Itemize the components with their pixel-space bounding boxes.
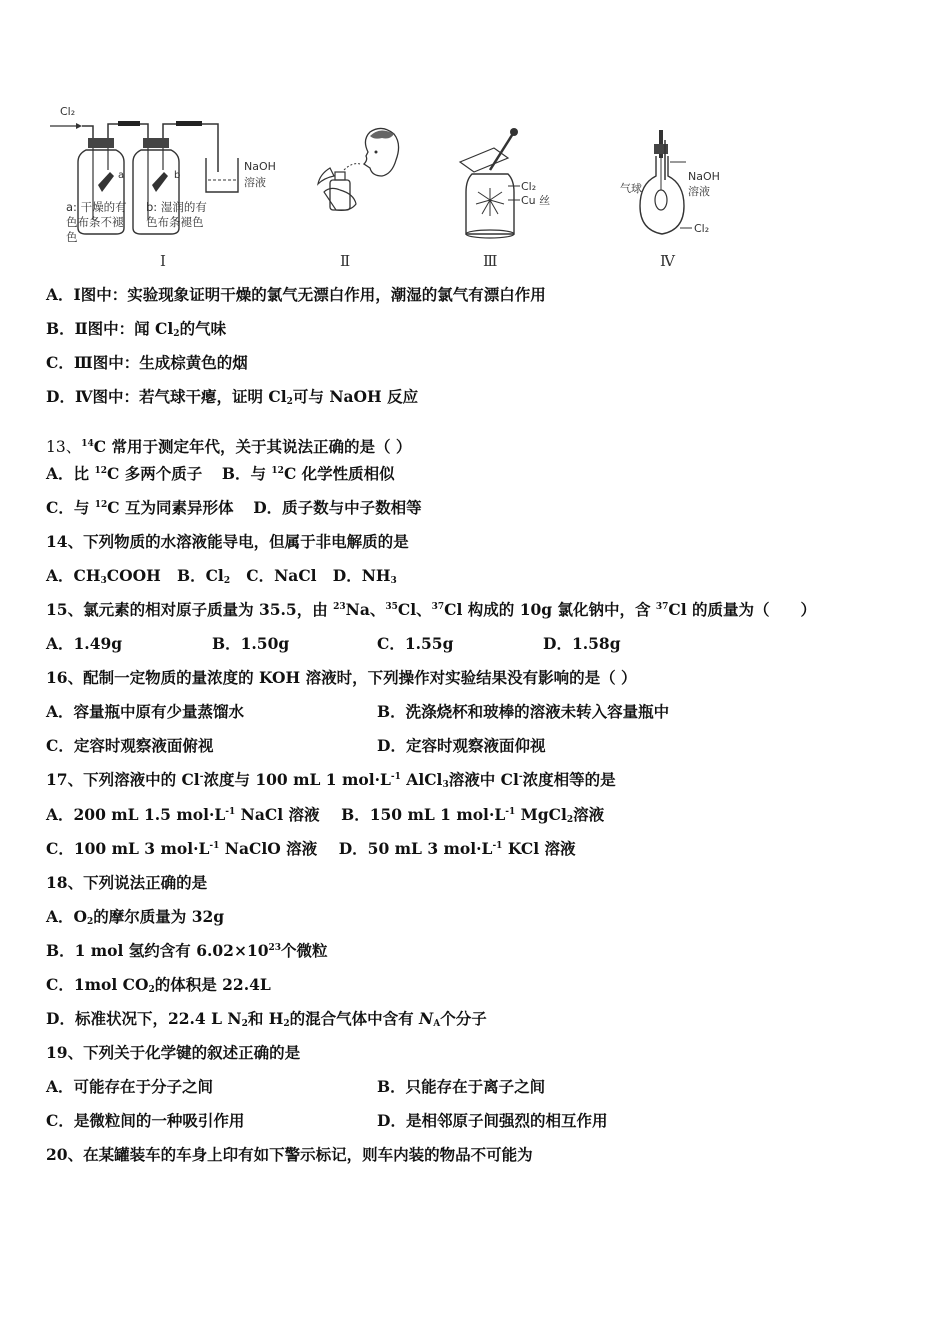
q15-option-b: B．1.50g bbox=[212, 634, 290, 653]
figure-label-3: Ⅲ bbox=[483, 252, 498, 270]
q12-option-d: D．Ⅳ图中：若气球干瘪，证明 $Cl_2$可与 NaOH 反应 bbox=[46, 387, 419, 407]
q14-options: A．$CH_3COOH$ B．$Cl_2$ C．NaCl D．$NH_3$ bbox=[46, 566, 397, 586]
q16-option-d: D．定容时观察液面仰视 bbox=[377, 736, 546, 755]
q19-option-a: A．可能存在于分子之间 bbox=[46, 1077, 214, 1096]
figure-2-smelling bbox=[310, 100, 410, 234]
fig4-naoh-label: NaOH bbox=[688, 170, 720, 183]
fig4-cl2-label: Cl₂ bbox=[694, 222, 710, 235]
q12-option-c: C．Ⅲ图中：生成棕黄色的烟 bbox=[46, 353, 248, 372]
q20-stem: 20、在某罐装车的车身上印有如下警示标记，则车内装的物品不可能为 bbox=[46, 1145, 533, 1164]
figure-label-1: Ⅰ bbox=[160, 252, 166, 270]
fig1-a-label: a bbox=[118, 170, 125, 181]
fig1-caption-a3: 色 bbox=[66, 230, 78, 244]
q18-stem: 18、下列说法正确的是 bbox=[46, 873, 208, 892]
q18-option-c: C．1mol $CO_2$的体积是 22.4L bbox=[46, 975, 271, 995]
q13-options-ab: A．比 $^{12}$C 多两个质子 B．与 $^{12}$C 化学性质相似 bbox=[46, 464, 395, 483]
q12-option-b: B．Ⅱ图中：闻 $Cl_2$的气味 bbox=[46, 319, 227, 339]
q19-option-c: C．是微粒间的一种吸引作用 bbox=[46, 1111, 245, 1130]
q16-stem: 16、配制一定物质的量浓度的 KOH 溶液时，下列操作对实验结果没有影响的是（ ） bbox=[46, 668, 637, 687]
q15-stem: 15、氯元素的相对原子质量为 35.5，由 $^{23}$Na、$^{35}$Cl、$^{37}$Cl 构成的 10g 氯化钠中，含 $^{37}$Cl 的质量为（ ） bbox=[46, 600, 817, 619]
fig1-naoh-label: NaOH bbox=[244, 160, 276, 173]
fig1-caption-a2: 色布条不褪 bbox=[66, 215, 124, 229]
q19-option-b: B．只能存在于离子之间 bbox=[377, 1077, 546, 1096]
q16-option-a: A．容量瓶中原有少量蒸馏水 bbox=[46, 702, 245, 721]
q18-option-a: A．$O_2$的摩尔质量为 32g bbox=[46, 907, 225, 927]
q13-stem: 13、$^{14}$C 常用于测定年代，关于其说法正确的是（ ） bbox=[46, 437, 412, 456]
q15-option-d: D．1.58g bbox=[543, 634, 621, 653]
figure-label-4: Ⅳ bbox=[660, 252, 675, 270]
figure-label-2: Ⅱ bbox=[340, 252, 351, 270]
q16-option-c: C．定容时观察液面俯视 bbox=[46, 736, 214, 755]
q14-stem: 14、下列物质的水溶液能导电，但属于非电解质的是 bbox=[46, 532, 409, 551]
q17-options-ab: A．200 mL 1.5 $mol\cdot L^{-1}$ NaCl 溶液 B．150 mL 1 $mol\cdot L^{-1}$ MgCl$_2$溶液 bbox=[46, 805, 605, 825]
fig3-cu-label: Cu 丝 bbox=[521, 194, 551, 207]
q19-stem: 19、下列关于化学键的叙述正确的是 bbox=[46, 1043, 301, 1062]
q17-stem: 17、下列溶液中的 Cl-浓度与 100 mL 1 $mol\cdot L^{-1}$ AlCl$_3$溶液中 Cl-浓度相等的是 bbox=[46, 770, 616, 790]
figure-3-copper-burning bbox=[450, 100, 570, 244]
q18-option-b: B．1 mol 氢约含有 $6.02\times 10^{23}$个微粒 bbox=[46, 941, 328, 960]
figure-4-balloon-flask bbox=[618, 100, 748, 249]
q12-option-a: A．Ⅰ图中：实验现象证明干燥的氯气无漂白作用，潮湿的氯气有漂白作用 bbox=[46, 285, 546, 304]
fig1-b-label: b bbox=[174, 170, 181, 181]
q15-option-c: C．1.55g bbox=[377, 634, 454, 653]
q19-option-d: D．是相邻原子间强烈的相互作用 bbox=[377, 1111, 608, 1130]
fig1-solution-label: 溶液 bbox=[244, 176, 266, 189]
fig1-cl2-label: Cl₂ bbox=[60, 105, 76, 118]
q15-option-a: A．1.49g bbox=[46, 634, 123, 653]
figure-1-apparatus bbox=[48, 100, 293, 254]
q16-option-b: B．洗涤烧杯和玻棒的溶液未转入容量瓶中 bbox=[377, 702, 670, 721]
fig1-caption-b1: b: 湿润的有 bbox=[146, 200, 207, 214]
fig4-solution-label: 溶液 bbox=[688, 185, 710, 198]
fig1-caption-b2: 色布条褪色 bbox=[146, 215, 204, 229]
fig4-balloon-label: 气球 bbox=[620, 182, 642, 195]
q13-options-cd: C．与 $^{12}$C 互为同素异形体 D．质子数与中子数相等 bbox=[46, 498, 422, 517]
fig3-cl2-label: Cl₂ bbox=[521, 180, 537, 193]
q17-options-cd: C．100 mL 3 $mol\cdot L^{-1}$ NaClO 溶液 D．50 mL 3 $mol\cdot L^{-1}$ KCl 溶液 bbox=[46, 839, 576, 858]
fig1-caption-a1: a: 干燥的有 bbox=[66, 200, 127, 214]
q18-option-d: D．标准状况下，22.4 L $N_2$和 $H_2$的混合气体中含有 $N_A$个分子 bbox=[46, 1009, 487, 1029]
